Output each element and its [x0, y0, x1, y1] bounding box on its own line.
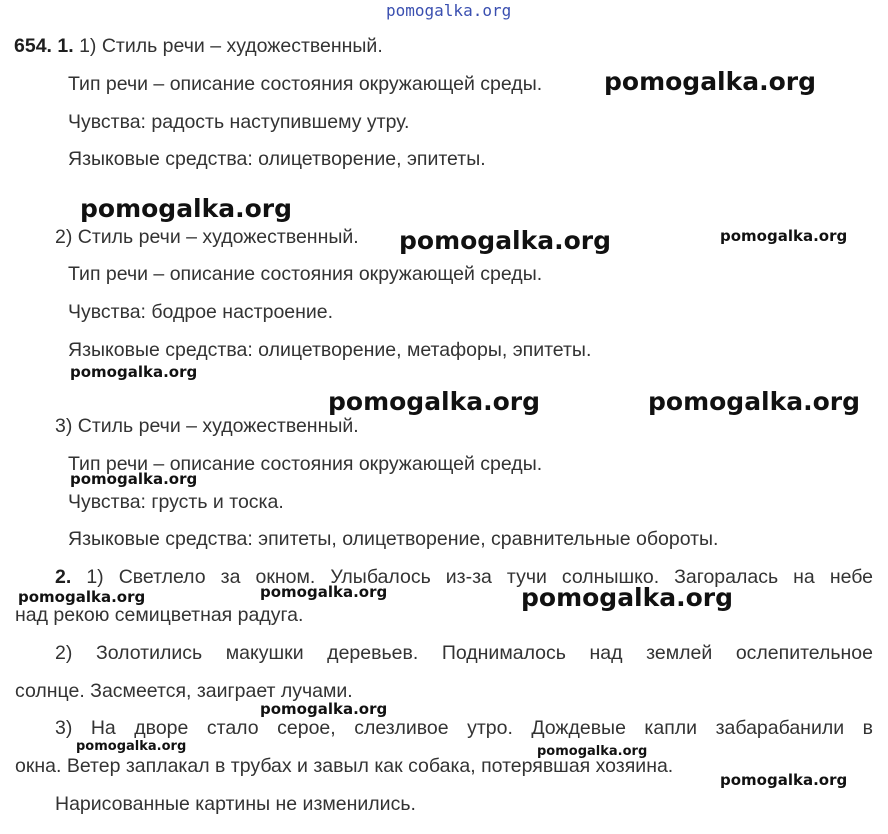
watermark: pomogalka.org [70, 470, 198, 488]
item3-means: Языковые средства: эпитеты, олицетворение, сравнительные обороты. [68, 528, 719, 550]
watermark: pomogalka.org [537, 744, 648, 759]
watermark: pomogalka.org [399, 226, 612, 255]
part2-p3-line1: 3) На дворе стало серое, слезливое утро. Дождевые капли забарабанили в [55, 717, 873, 739]
watermark: pomogalka.org [18, 588, 146, 606]
exercise-number: 654. [14, 35, 52, 57]
item3-feelings: Чувства: грусть и тоска. [68, 491, 284, 513]
item2-style: 2) Стиль речи – художественный. [55, 226, 359, 248]
item1-feelings: Чувства: радость наступившему утру. [68, 111, 410, 133]
item3-type: Тип речи – описание состояния окружающей среды. [68, 453, 543, 475]
part2-p1-line1 [55, 565, 873, 589]
watermark: pomogalka.org [521, 583, 734, 612]
part2-label: 2. [55, 566, 72, 588]
item2-means: Языковые средства: олицетворение, метафоры, эпитеты. [68, 339, 592, 361]
item3-style: 3) Стиль речи – художественный. [55, 415, 359, 437]
watermark: pomogalka.org [720, 771, 848, 789]
part2-p2-line1: 2) Золотились макушки деревьев. Поднималось над землей ослепительное [55, 642, 873, 664]
watermark: pomogalka.org [328, 387, 541, 416]
part2-p3-line2: окна. Ветер заплакал в трубах и завыл как собака, потерявшая хозяина. [15, 755, 674, 777]
item2-feelings: Чувства: бодрое настроение. [68, 301, 334, 323]
part2-p1-line1-text: 1) Светлело за окном. Улыбалось из-за тучи солнышко. Загоралась на небе [86, 566, 874, 588]
part2-final: Нарисованные картины не изменились. [55, 793, 416, 815]
item2-type: Тип речи – описание состояния окружающей среды. [68, 263, 543, 285]
watermark: pomogalka.org [648, 387, 861, 416]
item1-type: Тип речи – описание состояния окружающей среды. [68, 73, 543, 95]
watermark: pomogalka.org [70, 363, 198, 381]
watermark: pomogalka.org [260, 583, 388, 601]
watermark: pomogalka.org [604, 67, 817, 96]
part1-label: 1. [57, 35, 74, 57]
exercise-line-1 [14, 34, 383, 58]
item1-style: 1) Стиль речи – художественный. [79, 35, 383, 57]
watermark: pomogalka.org [76, 739, 187, 754]
item1-means: Языковые средства: олицетворение, эпитеты. [68, 148, 486, 170]
watermark: pomogalka.org [80, 194, 293, 223]
part2-p1-line2: над рекою семицветная радуга. [15, 604, 304, 626]
watermark: pomogalka.org [720, 227, 848, 245]
part2-p2-line2: солнце. Засмеется, заиграет лучами. [15, 680, 353, 702]
watermark: pomogalka.org [260, 700, 388, 718]
watermark-top: pomogalka.org [386, 1, 512, 20]
